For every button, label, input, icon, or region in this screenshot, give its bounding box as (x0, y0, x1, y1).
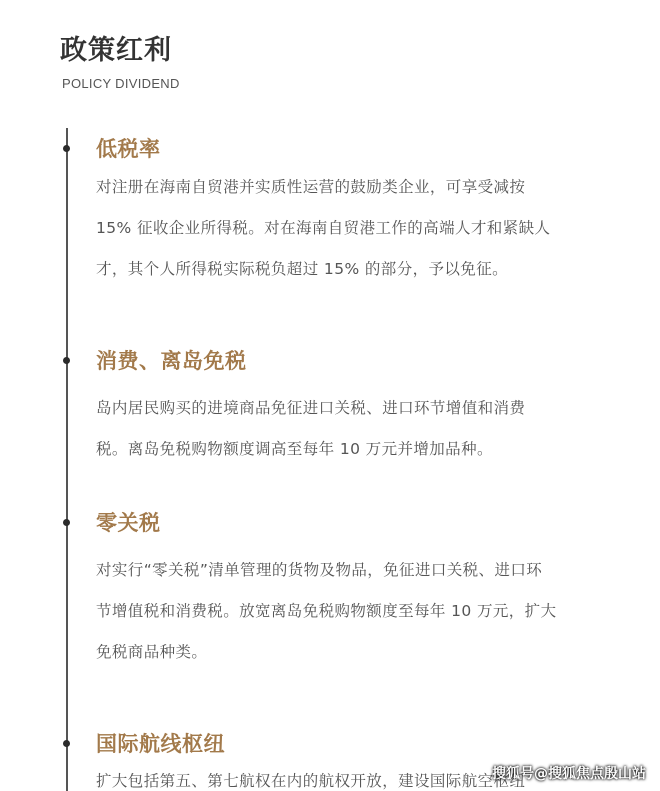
timeline-line (66, 128, 68, 791)
body-line: 岛内居民购买的进境商品免征进口关税、进口环节增值和消费 (96, 399, 526, 417)
body-line: 税。离岛免税购物额度调高至每年 10 万元并增加品种。 (96, 440, 493, 458)
page-subtitle: POLICY DIVIDEND (62, 76, 180, 91)
section-heading: 消费、离岛免税 (96, 349, 247, 373)
section-heading: 零关税 (96, 511, 161, 535)
body-line: 才，其个人所得税实际税负超过 15% 的部分，予以免征。 (96, 260, 509, 278)
section-body (96, 388, 616, 470)
timeline-dot (63, 740, 70, 747)
body-line: 对注册在海南自贸港并实质性运营的鼓励类企业，可享受减按 (96, 178, 526, 196)
section-body (96, 550, 616, 673)
body-line: 15% 征收企业所得税。对在海南自贸港工作的高端人才和紧缺人 (96, 219, 551, 237)
body-line: 节增值税和消费税。放宽离岛免税购物额度至每年 10 万元，扩大 (96, 602, 557, 620)
timeline-dot (63, 519, 70, 526)
timeline-dot (63, 357, 70, 364)
section-heading: 国际航线枢纽 (96, 732, 225, 756)
watermark: 搜狐号@搜狐焦点殷山站 (492, 766, 646, 782)
body-line: 对实行“零关税”清单管理的货物及物品，免征进口关税、进口环 (96, 561, 543, 579)
page-title: 政策红利 (60, 35, 172, 66)
body-line: 扩大包括第五、第七航权在内的航权开放，建设国际航空枢纽 (96, 772, 526, 790)
timeline-dot (63, 145, 70, 152)
section-heading: 低税率 (96, 137, 161, 161)
body-line: 免税商品种类。 (96, 643, 208, 661)
section-body (96, 167, 616, 290)
